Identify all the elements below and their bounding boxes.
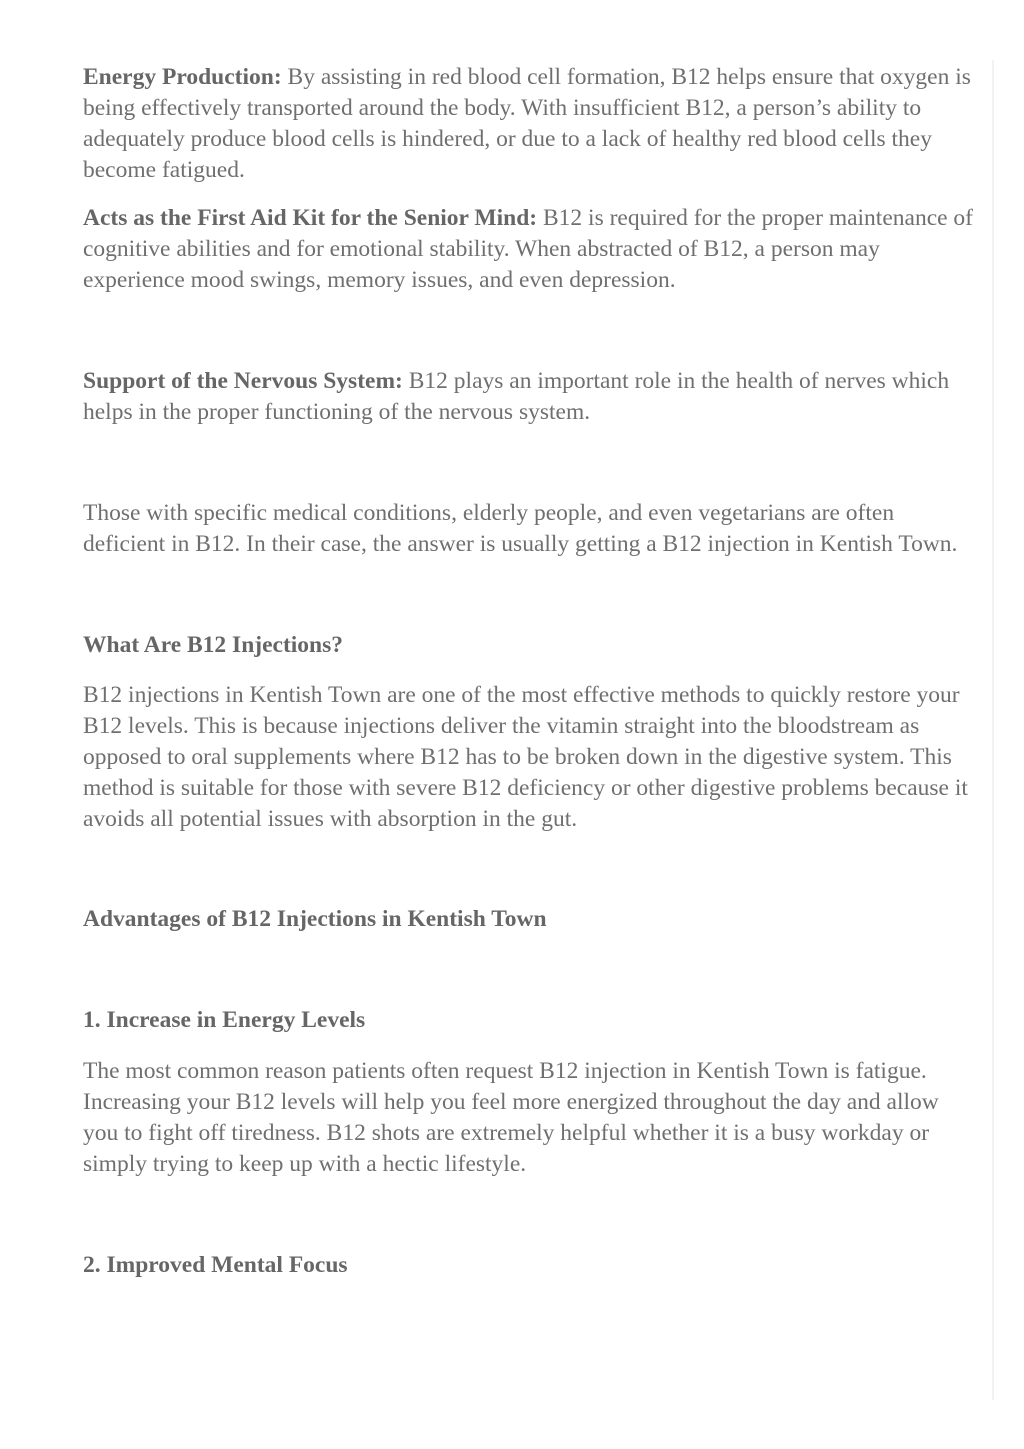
advantages-heading: Advantages of B12 Injections in Kentish Town xyxy=(83,906,547,932)
first-aid-text: B12 is required for the proper maintenance of cognitive abilities and for emotional stability. When abstracted of B12, a person may experience mood swings, memory issues, and even depression. xyxy=(83,205,974,293)
deficiency-paragraph: Those with specific medical conditions, elderly people, and even vegetarians are often deficient in B12. In their case, the answer is usually getting a B12 injection in Kentish Town. xyxy=(83,500,958,557)
page-edge-shadow xyxy=(992,60,994,1400)
first-aid-lead: Acts as the First Aid Kit for the Senior Mind: xyxy=(83,205,538,231)
nervous-system-lead: Support of the Nervous System: xyxy=(83,368,403,394)
energy-levels-paragraph: The most common reason patients often request B12 injection in Kentish Town is fatigue. Increasing your B12 levels will help you feel more energized throughout the day and allow you to fight off tiredness. B12 shots are extremely helpful whether it is a busy workday or simply trying to keep up with a hectic lifestyle. xyxy=(83,1058,939,1177)
document-body xyxy=(83,62,973,1281)
energy-production-lead: Energy Production: xyxy=(83,64,282,90)
energy-production-text: By assisting in red blood cell formation, B12 helps ensure that oxygen is being effectively transported around the body. With insufficient B12, a person’s ability to adequately produce blood cells is hindered, or due to a lack of healthy red blood cells they become fatigued. xyxy=(83,64,971,183)
energy-levels-heading: 1. Increase in Energy Levels xyxy=(83,1007,366,1033)
energy-production-paragraph xyxy=(83,62,973,186)
nervous-system-text: B12 plays an important role in the health of nerves which helps in the proper functioning of the nervous system. xyxy=(83,368,950,425)
mental-focus-heading: 2. Improved Mental Focus xyxy=(83,1252,348,1278)
first-aid-paragraph xyxy=(83,203,973,296)
what-are-paragraph: B12 injections in Kentish Town are one of the most effective methods to quickly restore your B12 levels. This is because injections deliver the vitamin straight into the bloodstream as opposed to oral supplements where B12 has to be broken down in the digestive system. This method is suitable for those with severe B12 deficiency or other digestive problems because it avoids all potential issues with absorption in the gut. xyxy=(83,682,968,832)
nervous-system-paragraph xyxy=(83,366,973,428)
what-are-heading: What Are B12 Injections? xyxy=(83,632,344,658)
